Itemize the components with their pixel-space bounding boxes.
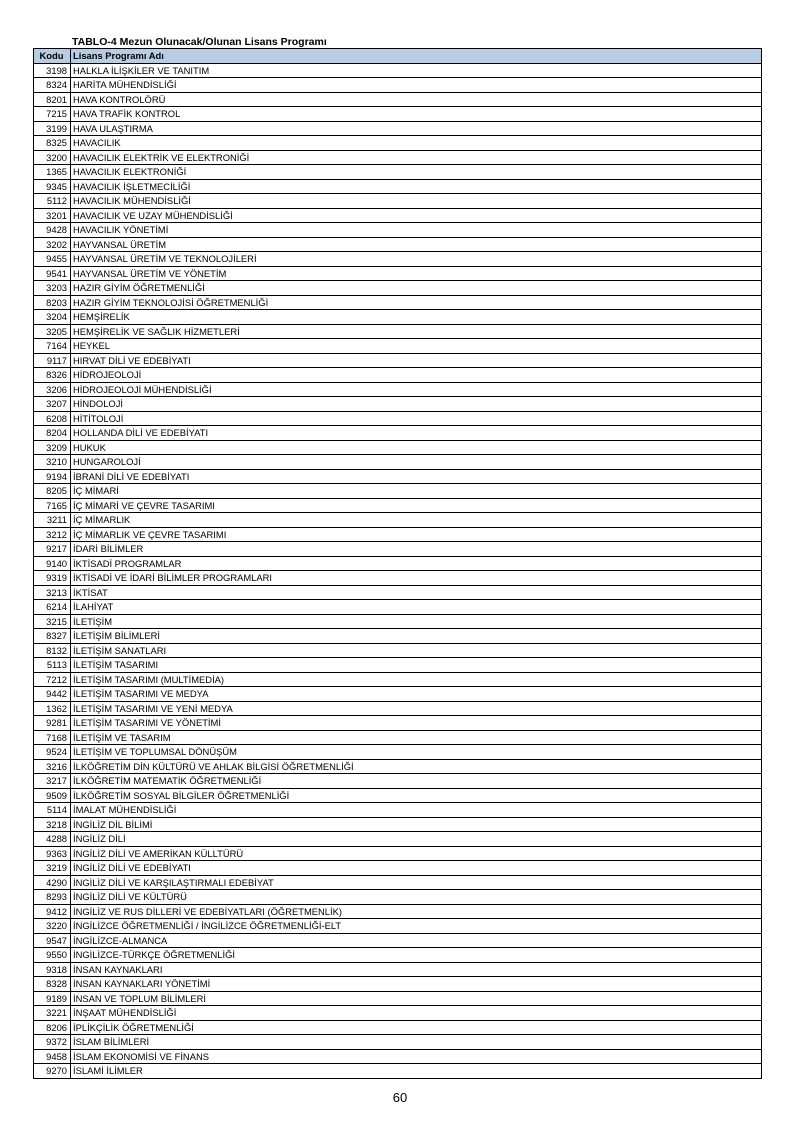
program-code: 3212 <box>34 527 71 542</box>
table-title: TABLO-4 Mezun Olunacak/Olunan Lisans Programı <box>72 36 327 48</box>
program-code: 9550 <box>34 948 71 963</box>
program-name: HAYVANSAL ÜRETİM <box>71 237 762 252</box>
program-code: 9270 <box>34 1064 71 1079</box>
program-name: İLAHİYAT <box>71 600 762 615</box>
program-code: 9372 <box>34 1035 71 1050</box>
program-name: İNSAN KAYNAKLARI <box>71 962 762 977</box>
table-row <box>34 136 762 151</box>
program-code: 9319 <box>34 571 71 586</box>
table-row <box>34 745 762 760</box>
program-name: İÇ MİMARİ <box>71 484 762 499</box>
program-name: İLKÖĞRETİM SOSYAL BİLGİLER ÖĞRETMENLİĞİ <box>71 788 762 803</box>
program-code: 8324 <box>34 78 71 93</box>
table-row <box>34 875 762 890</box>
program-name: İNSAN KAYNAKLARI YÖNETİMİ <box>71 977 762 992</box>
program-code: 3204 <box>34 310 71 325</box>
program-table <box>33 48 762 1079</box>
table-row <box>34 426 762 441</box>
program-code: 3209 <box>34 440 71 455</box>
program-name: İSLAM EKONOMİSİ VE FİNANS <box>71 1049 762 1064</box>
program-code: 9189 <box>34 991 71 1006</box>
table-row <box>34 774 762 789</box>
program-name: İKTİSADİ VE İDARİ BİLİMLER PROGRAMLARI <box>71 571 762 586</box>
program-name: İLETİŞİM VE TASARIM <box>71 730 762 745</box>
program-code: 3219 <box>34 861 71 876</box>
table-row <box>34 701 762 716</box>
program-code: 3207 <box>34 397 71 412</box>
program-code: 9412 <box>34 904 71 919</box>
program-code: 3199 <box>34 121 71 136</box>
program-code: 9547 <box>34 933 71 948</box>
program-code: 9217 <box>34 542 71 557</box>
table-row <box>34 527 762 542</box>
program-code: 8206 <box>34 1020 71 1035</box>
program-name: İSLAMİ İLİMLER <box>71 1064 762 1079</box>
table-row <box>34 208 762 223</box>
program-code: 9345 <box>34 179 71 194</box>
program-name: HAVACILIK <box>71 136 762 151</box>
program-code: 9281 <box>34 716 71 731</box>
program-code: 7215 <box>34 107 71 122</box>
table-row <box>34 310 762 325</box>
program-name: İLETİŞİM TASARIMI (MULTİMEDİA) <box>71 672 762 687</box>
program-name: İNGİLİZ DİL BİLİMİ <box>71 817 762 832</box>
program-name: İNGİLİZ DİLİ <box>71 832 762 847</box>
table-row <box>34 687 762 702</box>
table-row <box>34 672 762 687</box>
table-row <box>34 542 762 557</box>
program-name: İÇ MİMARLIK <box>71 513 762 528</box>
table-row <box>34 63 762 78</box>
table-row <box>34 991 762 1006</box>
table-row <box>34 223 762 238</box>
program-name: İLETİŞİM TASARIMI VE YENİ MEDYA <box>71 701 762 716</box>
table-row <box>34 281 762 296</box>
table-row <box>34 194 762 209</box>
table-row <box>34 803 762 818</box>
program-code: 3211 <box>34 513 71 528</box>
program-name: HOLLANDA DİLİ VE EDEBİYATI <box>71 426 762 441</box>
table-row <box>34 919 762 934</box>
table-row <box>34 600 762 615</box>
table-row <box>34 252 762 267</box>
program-name: İÇ MİMARLIK VE ÇEVRE TASARIMI <box>71 527 762 542</box>
program-name: HAVA ULAŞTIRMA <box>71 121 762 136</box>
program-code: 9194 <box>34 469 71 484</box>
table-row <box>34 904 762 919</box>
program-code: 8205 <box>34 484 71 499</box>
program-code: 3210 <box>34 455 71 470</box>
table-row <box>34 977 762 992</box>
program-name: HAYVANSAL ÜRETİM VE YÖNETİM <box>71 266 762 281</box>
program-code: 6214 <box>34 600 71 615</box>
program-name: İNGİLİZCE ÖĞRETMENLİĞİ / İNGİLİZCE ÖĞRETMENLİĞİ-ELT <box>71 919 762 934</box>
program-name: HAVA KONTROLÖRÜ <box>71 92 762 107</box>
program-name: İLETİŞİM TASARIMI <box>71 658 762 673</box>
table-row <box>34 890 762 905</box>
table-row <box>34 121 762 136</box>
table-header-row <box>34 49 762 64</box>
program-code: 1362 <box>34 701 71 716</box>
table-row <box>34 585 762 600</box>
program-name: HEMŞİRELİK <box>71 310 762 325</box>
program-name: İNGİLİZ DİLİ VE KARŞILAŞTIRMALI EDEBİYAT <box>71 875 762 890</box>
program-code: 3202 <box>34 237 71 252</box>
program-name: İLKÖĞRETİM DİN KÜLTÜRÜ VE AHLAK BİLGİSİ ÖĞRETMENLİĞİ <box>71 759 762 774</box>
program-name: HİDROJEOLOJİ <box>71 368 762 383</box>
program-name: HAZIR GİYİM TEKNOLOJİSİ ÖĞRETMENLİĞİ <box>71 295 762 310</box>
program-code: 9363 <box>34 846 71 861</box>
column-header-code: Kodu <box>34 49 71 64</box>
program-code: 7212 <box>34 672 71 687</box>
program-name: İLETİŞİM VE TOPLUMSAL DÖNÜŞÜM <box>71 745 762 760</box>
table-row <box>34 933 762 948</box>
table-row <box>34 368 762 383</box>
program-name: HİTİTOLOJİ <box>71 411 762 426</box>
table-row <box>34 150 762 165</box>
program-code: 7164 <box>34 339 71 354</box>
program-name: İSLAM BİLİMLERİ <box>71 1035 762 1050</box>
program-code: 9318 <box>34 962 71 977</box>
program-name: HAVACILIK VE UZAY MÜHENDİSLİĞİ <box>71 208 762 223</box>
table-row <box>34 165 762 180</box>
table-row <box>34 1006 762 1021</box>
program-code: 8132 <box>34 643 71 658</box>
program-code: 3205 <box>34 324 71 339</box>
program-name: HAVACILIK ELEKTRONİĞİ <box>71 165 762 180</box>
program-name: HIRVAT DİLİ VE EDEBİYATI <box>71 353 762 368</box>
table-row <box>34 571 762 586</box>
table-row <box>34 832 762 847</box>
program-code: 8327 <box>34 629 71 644</box>
program-code: 1365 <box>34 165 71 180</box>
table-row <box>34 643 762 658</box>
table-row <box>34 730 762 745</box>
program-name: İNGİLİZ DİLİ VE AMERİKAN KÜLLTÜRÜ <box>71 846 762 861</box>
program-code: 3213 <box>34 585 71 600</box>
program-code: 3215 <box>34 614 71 629</box>
column-header-name: Lisans Programı Adı <box>71 49 762 64</box>
program-code: 8328 <box>34 977 71 992</box>
program-name: HAVACILIK MÜHENDİSLİĞİ <box>71 194 762 209</box>
program-code: 3198 <box>34 63 71 78</box>
program-code: 9442 <box>34 687 71 702</box>
program-name: HUKUK <box>71 440 762 455</box>
program-name: İNGİLİZ VE RUS DİLLERİ VE EDEBİYATLARI (ÖĞRETMENLİK) <box>71 904 762 919</box>
program-name: HARİTA MÜHENDİSLİĞİ <box>71 78 762 93</box>
program-code: 7168 <box>34 730 71 745</box>
program-name: HİNDOLOJİ <box>71 397 762 412</box>
table-row <box>34 382 762 397</box>
program-code: 8203 <box>34 295 71 310</box>
program-code: 8201 <box>34 92 71 107</box>
program-name: İDARİ BİLİMLER <box>71 542 762 557</box>
program-name: İKTİSAT <box>71 585 762 600</box>
table-row <box>34 759 762 774</box>
program-code: 7165 <box>34 498 71 513</box>
table-row <box>34 455 762 470</box>
program-name: İNGİLİZ DİLİ VE EDEBİYATI <box>71 861 762 876</box>
program-name: İKTİSADİ PROGRAMLAR <box>71 556 762 571</box>
program-name: HAVACILIK YÖNETİMİ <box>71 223 762 238</box>
table-row <box>34 788 762 803</box>
table-row <box>34 440 762 455</box>
table-row <box>34 846 762 861</box>
program-code: 9455 <box>34 252 71 267</box>
table-row <box>34 962 762 977</box>
program-name: İLETİŞİM BİLİMLERİ <box>71 629 762 644</box>
program-code: 8293 <box>34 890 71 905</box>
program-name: İNGİLİZCE-TÜRKÇE ÖĞRETMENLİĞİ <box>71 948 762 963</box>
program-name: İÇ MİMARİ VE ÇEVRE TASARIMI <box>71 498 762 513</box>
table-row <box>34 295 762 310</box>
program-name: İPLİKÇİLİK ÖĞRETMENLİĞİ <box>71 1020 762 1035</box>
program-code: 8325 <box>34 136 71 151</box>
program-name: İNSAN VE TOPLUM BİLİMLERİ <box>71 991 762 1006</box>
program-code: 9458 <box>34 1049 71 1064</box>
table-row <box>34 1049 762 1064</box>
program-code: 9117 <box>34 353 71 368</box>
table-row <box>34 237 762 252</box>
program-code: 3201 <box>34 208 71 223</box>
program-code: 3220 <box>34 919 71 934</box>
program-code: 3203 <box>34 281 71 296</box>
program-code: 8326 <box>34 368 71 383</box>
table-row <box>34 614 762 629</box>
program-name: HAZIR GİYİM ÖĞRETMENLİĞİ <box>71 281 762 296</box>
table-row <box>34 1035 762 1050</box>
program-code: 5113 <box>34 658 71 673</box>
table-row <box>34 716 762 731</box>
table-row <box>34 78 762 93</box>
program-name: HAVACILIK İŞLETMECİLİĞİ <box>71 179 762 194</box>
program-name: İLETİŞİM TASARIMI VE MEDYA <box>71 687 762 702</box>
program-code: 3216 <box>34 759 71 774</box>
table-row <box>34 339 762 354</box>
table-row <box>34 513 762 528</box>
program-name: İMALAT MÜHENDİSLİĞİ <box>71 803 762 818</box>
program-code: 3217 <box>34 774 71 789</box>
program-name: HAVA TRAFİK KONTROL <box>71 107 762 122</box>
program-code: 4290 <box>34 875 71 890</box>
program-code: 9509 <box>34 788 71 803</box>
program-code: 9524 <box>34 745 71 760</box>
program-code: 9428 <box>34 223 71 238</box>
table-row <box>34 556 762 571</box>
table-row <box>34 861 762 876</box>
table-row <box>34 353 762 368</box>
table-row <box>34 1064 762 1079</box>
program-code: 3200 <box>34 150 71 165</box>
program-name: İNŞAAT MÜHENDİSLİĞİ <box>71 1006 762 1021</box>
program-name: İBRANİ DİLİ VE EDEBİYATI <box>71 469 762 484</box>
program-code: 6208 <box>34 411 71 426</box>
table-row <box>34 397 762 412</box>
table-row <box>34 179 762 194</box>
program-name: HEMŞİRELİK VE SAĞLIK HİZMETLERİ <box>71 324 762 339</box>
program-code: 9541 <box>34 266 71 281</box>
table-row <box>34 948 762 963</box>
program-name: İLETİŞİM SANATLARI <box>71 643 762 658</box>
table-row <box>34 107 762 122</box>
table-row <box>34 484 762 499</box>
table-row <box>34 658 762 673</box>
program-name: İLKÖĞRETİM MATEMATİK ÖĞRETMENLİĞİ <box>71 774 762 789</box>
program-name: HALKLA İLİŞKİLER VE TANITIM <box>71 63 762 78</box>
table-row <box>34 411 762 426</box>
program-name: HİDROJEOLOJİ MÜHENDİSLİĞİ <box>71 382 762 397</box>
program-code: 3221 <box>34 1006 71 1021</box>
program-code: 5114 <box>34 803 71 818</box>
table-row <box>34 266 762 281</box>
program-code: 5112 <box>34 194 71 209</box>
program-code: 9140 <box>34 556 71 571</box>
program-name: HEYKEL <box>71 339 762 354</box>
program-name: HAVACILIK ELEKTRİK VE ELEKTRONİĞİ <box>71 150 762 165</box>
table-row <box>34 1020 762 1035</box>
table-row <box>34 817 762 832</box>
program-code: 8204 <box>34 426 71 441</box>
program-code: 3206 <box>34 382 71 397</box>
program-name: HAYVANSAL ÜRETİM VE TEKNOLOJİLERİ <box>71 252 762 267</box>
table-row <box>34 324 762 339</box>
program-code: 3218 <box>34 817 71 832</box>
program-code: 4288 <box>34 832 71 847</box>
table-row <box>34 469 762 484</box>
table-row <box>34 92 762 107</box>
table-row <box>34 498 762 513</box>
program-name: İLETİŞİM <box>71 614 762 629</box>
program-name: HUNGAROLOJİ <box>71 455 762 470</box>
program-name: İNGİLİZCE-ALMANCA <box>71 933 762 948</box>
program-name: İNGİLİZ DİLİ VE KÜLTÜRÜ <box>71 890 762 905</box>
page-number: 60 <box>392 1090 408 1105</box>
table-row <box>34 629 762 644</box>
program-name: İLETİŞİM TASARIMI VE YÖNETİMİ <box>71 716 762 731</box>
